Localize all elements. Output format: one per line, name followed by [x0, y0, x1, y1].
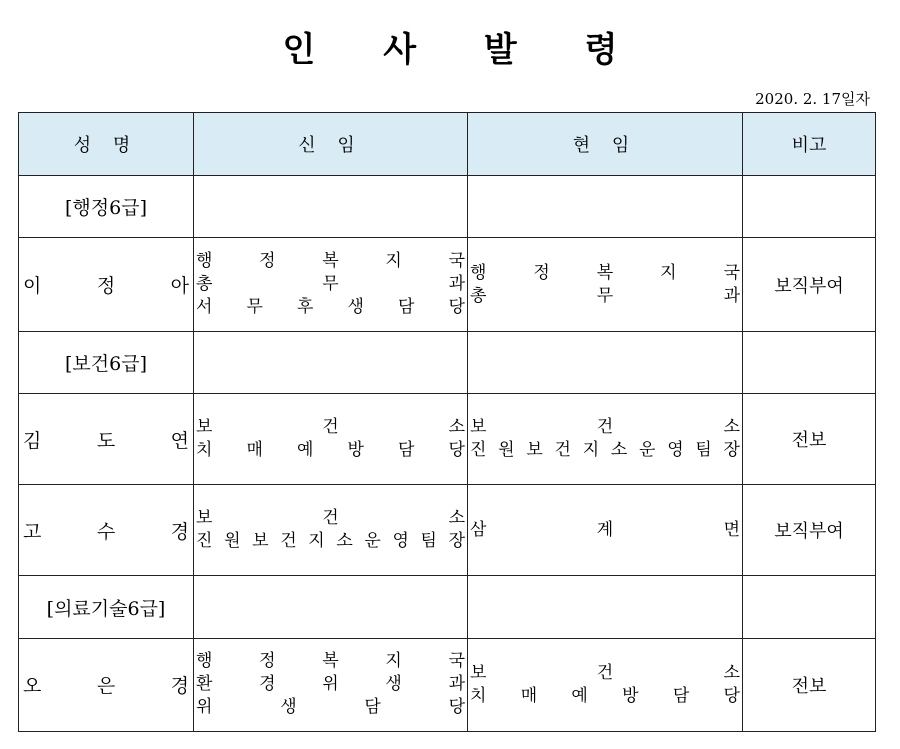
header-note: 비고 [743, 113, 876, 176]
new-post-line: 총 무 과 [196, 274, 465, 295]
empty-cell [194, 331, 468, 393]
current-post [468, 262, 742, 308]
current-post-line: 총 무 과 [470, 285, 740, 306]
group-row [19, 176, 876, 238]
empty-cell [194, 176, 468, 238]
person-name: 오 은 경 [23, 675, 189, 698]
header-current-post: 현 임 [468, 113, 743, 176]
current-post-line: 행 정 복 지 국 [470, 262, 740, 283]
empty-cell [468, 331, 743, 393]
current-post [468, 519, 742, 542]
empty-cell [743, 576, 876, 638]
person-name-cell [19, 638, 194, 731]
appointment-table [18, 112, 876, 732]
current-post-line: 보 건 소 [470, 662, 740, 683]
table-row [19, 638, 876, 731]
empty-cell [743, 331, 876, 393]
new-post-line: 위 생 담 당 [196, 697, 465, 718]
note-cell: 보직부여 [743, 485, 876, 576]
current-post-cell [468, 638, 743, 731]
issue-date: 2020. 2. 17일자 [755, 90, 870, 108]
new-post-cell [194, 238, 468, 331]
person-name: 고 수 경 [23, 520, 189, 543]
person-name: 김 도 연 [23, 429, 189, 452]
new-post-line: 환 경 위 생 과 [196, 674, 465, 695]
new-post-line: 치 매 예 방 담 당 [196, 440, 465, 461]
new-post [194, 416, 467, 462]
note-cell: 보직부여 [743, 238, 876, 331]
header-new-post: 신 임 [194, 113, 468, 176]
new-post [194, 250, 467, 319]
person-name-cell [19, 238, 194, 331]
new-post-line: 보 건 소 [196, 508, 465, 529]
note-cell: 전보 [743, 394, 876, 485]
person-name: 이 정 아 [23, 275, 189, 298]
table-row [19, 238, 876, 331]
new-post-cell [194, 638, 468, 731]
group-label: [행정6급] [19, 176, 194, 238]
new-post [194, 507, 467, 553]
new-post-line: 진 원 보 건 지 소 운 영 팀 장 [196, 531, 465, 552]
group-label: [보건6급] [19, 331, 194, 393]
new-post-cell [194, 485, 468, 576]
current-post-cell [468, 485, 743, 576]
current-post-cell [468, 238, 743, 331]
new-post [194, 650, 467, 719]
current-post-cell [468, 394, 743, 485]
new-post-line: 서 무 후 생 담 당 [196, 297, 465, 318]
new-post-line: 행 정 복 지 국 [196, 651, 465, 672]
current-post [468, 662, 742, 708]
current-post-line: 진 원 보 건 지 소 운 영 팀 장 [470, 440, 740, 461]
current-post [468, 416, 742, 462]
current-post-line: 삼 계 면 [470, 519, 740, 540]
table-row [19, 394, 876, 485]
group-label: [의료기술6급] [19, 576, 194, 638]
empty-cell [743, 176, 876, 238]
document-title: 인 사 발 령 [282, 30, 646, 70]
current-post-line: 보 건 소 [470, 417, 740, 438]
person-name-cell [19, 485, 194, 576]
new-post-line: 행 정 복 지 국 [196, 251, 465, 272]
table-row [19, 485, 876, 576]
note-cell: 전보 [743, 638, 876, 731]
group-row [19, 331, 876, 393]
new-post-cell [194, 394, 468, 485]
table-header-row [19, 113, 876, 176]
person-name-cell [19, 394, 194, 485]
empty-cell [194, 576, 468, 638]
empty-cell [468, 576, 743, 638]
current-post-line: 치 매 예 방 담 당 [470, 685, 740, 706]
group-row [19, 576, 876, 638]
header-name: 성 명 [19, 113, 194, 176]
empty-cell [468, 176, 743, 238]
new-post-line: 보 건 소 [196, 417, 465, 438]
